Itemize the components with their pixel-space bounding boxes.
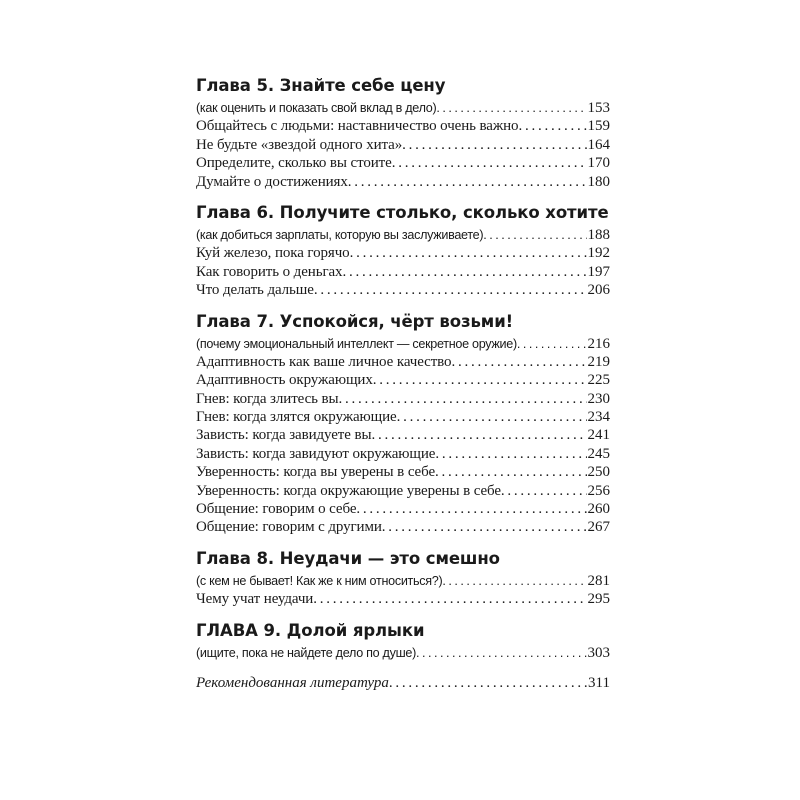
toc-entry	[196, 390, 610, 408]
page-number: 281	[587, 572, 610, 589]
section-title: Уверенность: когда вы уверены в себе	[196, 464, 436, 481]
leader-dots	[501, 482, 587, 500]
chapter-subtitle: (как добиться зарплаты, которую вы заслуживаете)	[196, 227, 484, 242]
section-title: Думайте о достижениях	[196, 173, 348, 190]
table-of-contents	[196, 76, 610, 692]
chapter-6	[196, 203, 610, 300]
section-title: Определите, сколько вы стоите	[196, 155, 392, 172]
leader-dots	[435, 445, 586, 463]
chapter-title: Глава 5. Знайте себе цену	[196, 76, 446, 95]
section-title: Адаптивность как ваше личное качество	[196, 353, 452, 370]
toc-entry	[196, 590, 610, 608]
chapter-subtitle-row	[196, 226, 610, 244]
leader-dots	[371, 426, 586, 444]
page-number: 159	[587, 118, 610, 135]
section-title: Адаптивность окружающих	[196, 372, 373, 389]
leader-dots	[518, 117, 586, 135]
chapter-subtitle: (почему эмоциональный интеллект — секретное оружие)	[196, 336, 517, 351]
chapter-subtitle: (ищите, пока не найдете дело по душе)	[196, 645, 416, 660]
page-number: 216	[587, 335, 610, 352]
section-title: Общение: говорим с другими	[196, 519, 382, 536]
leader-dots	[483, 226, 586, 244]
toc-entry	[196, 482, 610, 500]
chapter-subtitle-row	[196, 644, 610, 662]
leader-dots	[314, 281, 587, 299]
page-number: 267	[587, 519, 610, 536]
page-number: 295	[587, 591, 610, 608]
toc-entry	[196, 353, 610, 371]
leader-dots	[517, 335, 587, 353]
recommended-literature-entry	[196, 674, 610, 692]
section-title: Куй железо, пока горячо	[196, 245, 350, 262]
toc-entry	[196, 263, 610, 281]
leader-dots	[348, 173, 587, 191]
leader-dots	[392, 154, 587, 172]
chapter-title: ГЛАВА 9. Долой ярлыки	[196, 620, 425, 640]
section-title: Общайтесь с людьми: наставничество очень важно	[196, 118, 519, 135]
page-number: 164	[587, 136, 610, 153]
toc-entry	[196, 500, 610, 518]
toc-entry	[196, 244, 610, 262]
leader-dots	[435, 463, 586, 481]
section-title: Гнев: когда злитесь вы	[196, 390, 339, 407]
page-number: 260	[587, 501, 610, 518]
toc-entry	[196, 408, 610, 426]
page-number: 206	[587, 282, 610, 299]
leader-dots	[356, 500, 586, 518]
chapter-subtitle-row	[196, 335, 610, 353]
page-number: 256	[587, 482, 610, 499]
leader-dots	[442, 572, 586, 590]
chapter-8	[196, 549, 610, 609]
toc-entry	[196, 463, 610, 481]
chapter-9	[196, 621, 610, 662]
chapter-7	[196, 312, 610, 537]
section-title: Общение: говорим о себе	[196, 501, 357, 518]
chapter-subtitle: (как оценить и показать свой вклад в дело)	[196, 101, 437, 115]
leader-dots	[313, 590, 586, 608]
leader-dots	[339, 390, 587, 408]
chapter-subtitle: (с кем не бывает! Как же к ним относиться?)	[196, 573, 443, 588]
page-number: 230	[587, 390, 610, 407]
chapter-title: Глава 8. Неудачи — это смешно	[196, 548, 500, 568]
page-number: 250	[587, 464, 610, 481]
leader-dots	[373, 371, 587, 389]
recommended-literature-title: Рекомендованная литература	[196, 674, 389, 691]
toc-entry	[196, 154, 610, 172]
toc-entry	[196, 173, 610, 191]
page-number: 241	[587, 427, 610, 444]
page-number: 245	[587, 445, 610, 462]
leader-dots	[402, 136, 586, 154]
section-title: Чему учат неудачи	[196, 591, 314, 608]
leader-dots	[397, 408, 587, 426]
leader-dots	[451, 353, 586, 371]
section-title: Как говорить о деньгах	[196, 263, 343, 280]
leader-dots	[389, 674, 587, 692]
chapter-subtitle-row	[196, 99, 610, 117]
chapter-subtitle-row	[196, 572, 610, 590]
section-title: Что делать дальше	[196, 282, 314, 299]
page-number: 192	[587, 245, 610, 262]
section-title: Зависть: когда завидуют окружающие	[196, 445, 436, 462]
section-title: Уверенность: когда окружающие уверены в себе	[196, 482, 501, 499]
toc-entry	[196, 518, 610, 536]
toc-entry	[196, 281, 610, 299]
toc-entry	[196, 136, 610, 154]
leader-dots	[382, 518, 587, 536]
page-number: 225	[587, 372, 610, 389]
page-number: 180	[587, 173, 610, 190]
page-number: 188	[587, 226, 610, 243]
page-number: 170	[587, 155, 610, 172]
page-number: 311	[588, 674, 610, 691]
page-number: 234	[587, 409, 610, 426]
toc-entry	[196, 445, 610, 463]
chapter-title: Глава 7. Успокойся, чёрт возьми!	[196, 311, 514, 331]
leader-dots	[416, 644, 587, 662]
chapter-title: Глава 6. Получите столько, сколько хотите	[196, 202, 609, 222]
section-title: Не будьте «звездой одного хита»	[196, 136, 403, 153]
leader-dots	[342, 263, 586, 281]
toc-entry	[196, 371, 610, 389]
section-title: Зависть: когда завидуете вы	[196, 427, 372, 444]
leader-dots	[350, 244, 587, 262]
page-number: 219	[587, 353, 610, 370]
section-title: Гнев: когда злятся окружающие	[196, 409, 397, 426]
page-number: 303	[587, 644, 610, 661]
chapter-5	[196, 76, 610, 191]
toc-entry	[196, 117, 610, 135]
toc-entry	[196, 426, 610, 444]
page-number: 153	[587, 100, 610, 116]
leader-dots	[436, 99, 586, 117]
page-number: 197	[587, 263, 610, 280]
